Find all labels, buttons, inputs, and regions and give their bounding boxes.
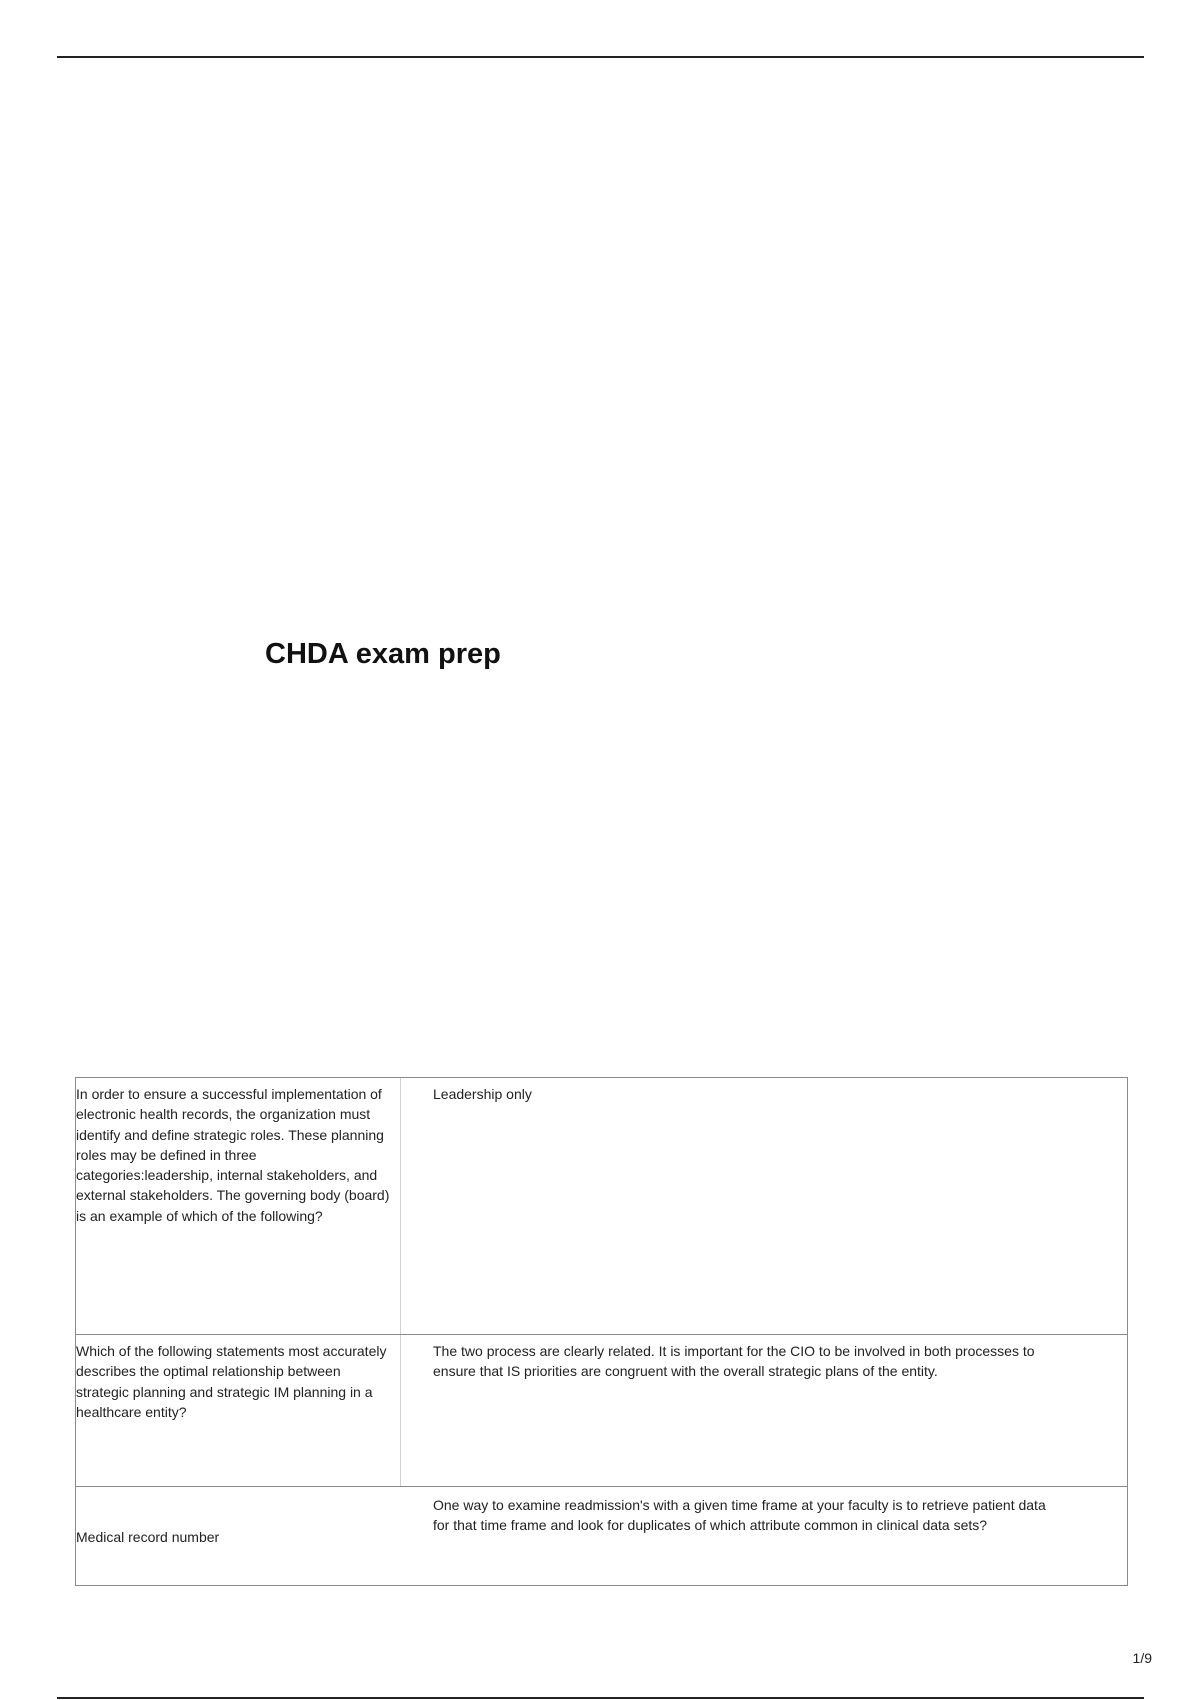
document-title: CHDA exam prep <box>265 638 501 670</box>
answer-cell: The two process are clearly related. It is important for the CIO to be involved in both processes to ensure that IS priorities are congruent with the overall strategic plans of the entity. <box>433 1343 1035 1380</box>
question-cell: Medical record number <box>76 1529 220 1545</box>
question-cell: Which of the following statements most accurately describes the optimal relationship between strategic planning and strategic IM planning in a healthcare entity? <box>76 1335 401 1486</box>
page-number: 1/9 <box>1132 1650 1152 1666</box>
qa-table <box>75 1077 1128 1586</box>
bottom-rule <box>57 1697 1144 1699</box>
table-row <box>76 1334 1127 1486</box>
answer-cell: Leadership only <box>433 1086 532 1102</box>
table-row <box>76 1078 1127 1334</box>
top-rule <box>57 56 1144 58</box>
question-cell: In order to ensure a successful implementation of electronic health records, the organization must identify and define strategic roles. These planning roles may be defined in three categories:leadership, internal stakeholders, and external stakeholders. The governing body (board) is an example of which of the following? <box>76 1078 401 1334</box>
table-row <box>76 1486 1127 1585</box>
answer-cell: One way to examine readmission's with a given time frame at your faculty is to retrieve patient data for that time frame and look for duplicates of which attribute common in clinical data sets? <box>433 1497 1046 1534</box>
